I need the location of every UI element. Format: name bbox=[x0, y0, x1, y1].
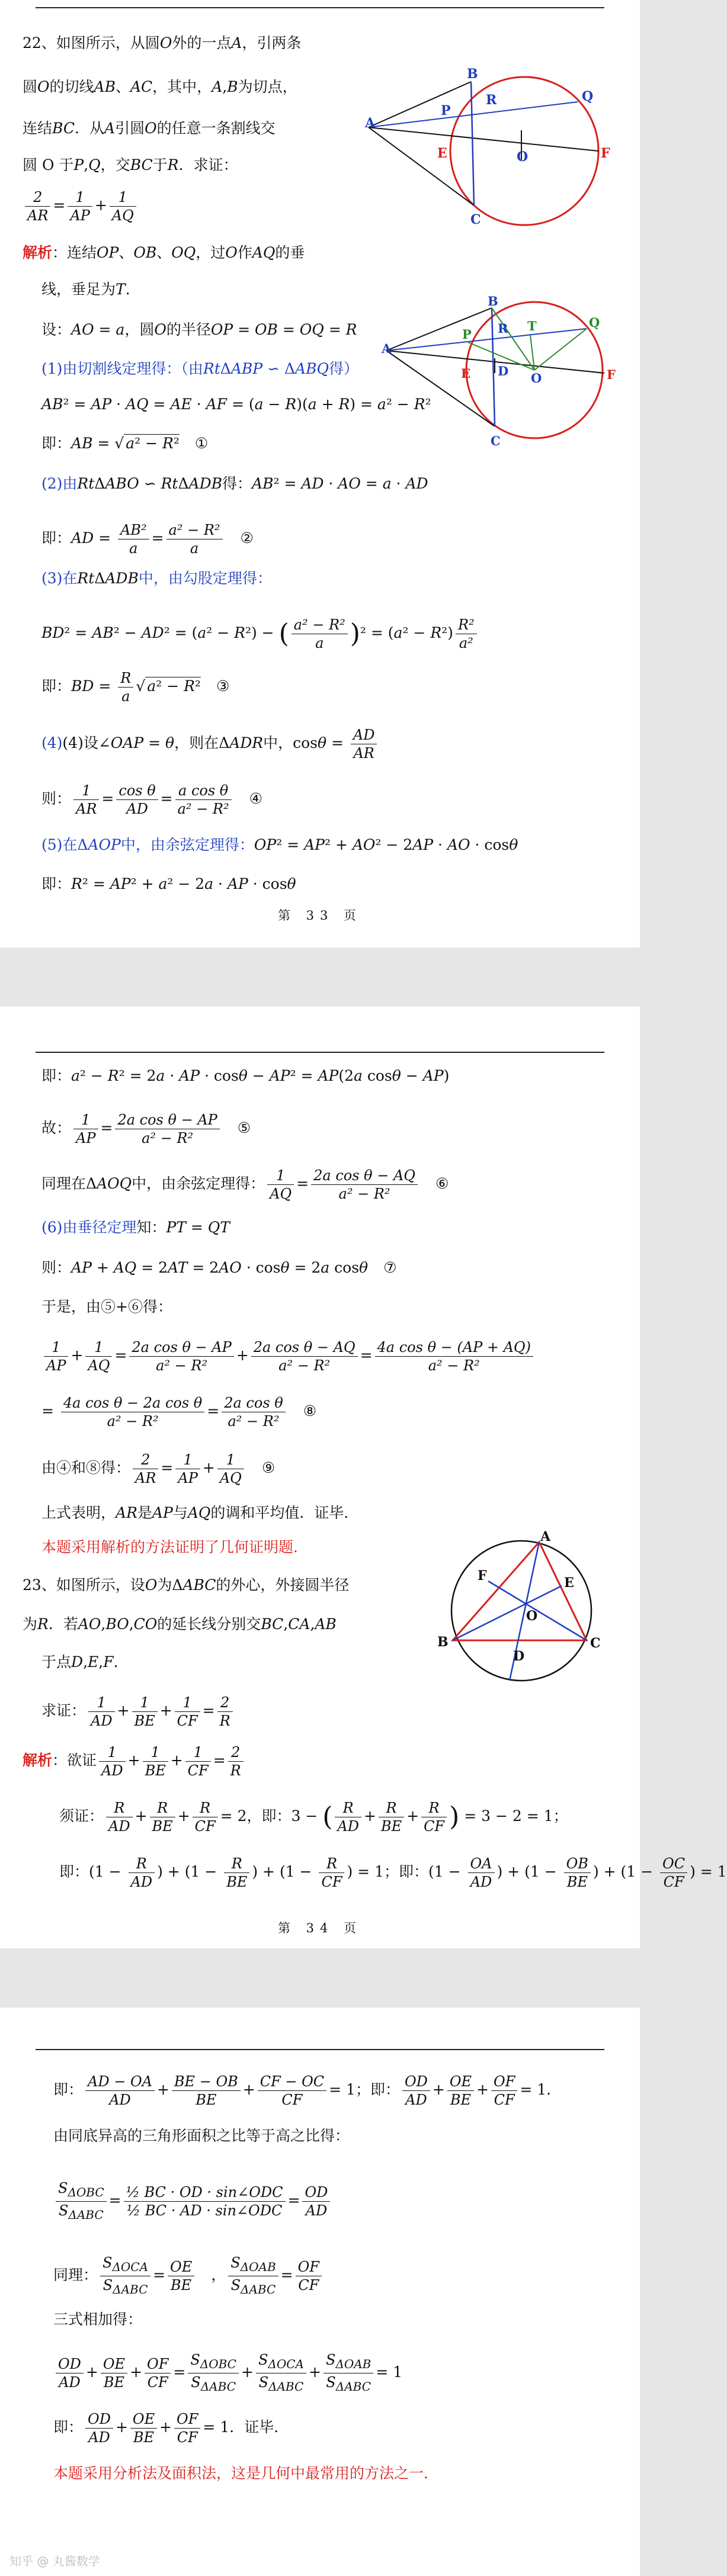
step-6-heading: (6)由垂径定理知：PT = QT bbox=[41, 1219, 230, 1236]
problem-22-line-3: 连结BC．从A引圆O的任意一条割线交 bbox=[23, 120, 276, 137]
final-result: 即： $\frac{OD}{AD}$ + $\frac{OE}{BE}$ + $\frac{OF}{CF}$ = 1．证毕． bbox=[53, 2411, 289, 2446]
fig2-label-p: P bbox=[462, 327, 472, 342]
problem-22-line-1: 22、如图所示，从圆O外的一点A，引两条 bbox=[23, 34, 302, 52]
solution-22-intro: 解析：连结OP、OB、OQ，过O作AQ的垂 bbox=[23, 244, 305, 261]
figure-22-tangent-secant bbox=[361, 65, 622, 231]
fig2-label-b: B bbox=[488, 294, 498, 309]
fig1-label-a: A bbox=[365, 115, 376, 131]
problem-22-claim: $\frac{2}{AR}$ = $\frac{1}{AP}$ + $\frac{1}{AQ}$ bbox=[23, 188, 139, 224]
fig3-label-c: C bbox=[590, 1636, 601, 1651]
eq-area-ratio: $\frac{S_{\Delta OBC}}{S_{\Delta ABC}}$ = $\frac{\text{½ BC · OD · sin∠ODC}}{\text{½ BC · AD · sin∠ODC}}$ = $\frac{OD}{AD}$ bbox=[53, 2179, 332, 2224]
fig1-label-r: R bbox=[486, 92, 497, 108]
fig3-label-e: E bbox=[564, 1575, 574, 1591]
conclusion-22: 上式表明，AR是AP与AQ的调和平均值．证毕． bbox=[41, 1504, 359, 1521]
fig2-label-q: Q bbox=[589, 315, 600, 330]
fig1-label-o: O bbox=[517, 149, 529, 165]
step-3-eq: BD² = AB² − AD² = (a² − R²) − ( $\frac{\text{a² − R²}}{a}$ )² = (a² − R²) $\frac{\text{R²}}{\text{a²}}$ bbox=[41, 616, 479, 652]
eq-similar: 同理： $\frac{S_{\Delta OCA}}{S_{\Delta ABC}}$ = $\frac{OE}{BE}$ ， $\frac{S_{\Delta OAB}}{S_{\Delta ABC}}$ = $\frac{OF}{CF}$ bbox=[53, 2254, 324, 2298]
line-aof bbox=[369, 127, 598, 151]
step-4-result: 则： $\frac{1}{AR}$ = $\frac{\text{cos θ}}{AD}$ = $\frac{\text{a cos θ}}{\text{a² − R²}}$ ④ bbox=[41, 782, 263, 817]
fig2-label-r: R bbox=[498, 321, 508, 336]
tangent-ab-2 bbox=[386, 308, 492, 351]
step-1-heading: (1)由切割线定理得：（由RtΔABP ∽ ΔABQ得） bbox=[41, 360, 358, 377]
figure-23-circumcircle bbox=[427, 1529, 604, 1694]
fig3-label-o: O bbox=[526, 1608, 538, 1624]
problem-23-line-2: 为R．若AO,BO,CO的延长线分别交BC,CA,AB bbox=[23, 1615, 337, 1633]
fig2-label-a: A bbox=[382, 341, 392, 356]
fig3-label-d: D bbox=[513, 1649, 525, 1664]
fig2-label-e: E bbox=[461, 366, 471, 381]
eq-sum-three: $\frac{OD}{AD}$ + $\frac{OE}{BE}$ + $\frac{OF}{CF}$ = $\frac{S_{\Delta OBC}}{S_{\Delta ABC}}$ + $\frac{S_{\Delta OCA}}{S_{\Delta ABC}}$ + $\frac{S_{\Delta OAB}}{S_{\Delta ABC}}$ = 1 bbox=[53, 2351, 402, 2395]
sum-three-intro: 三式相加得： bbox=[53, 2311, 143, 2328]
need-to-show: 须证： $\frac{R}{AD}$ + $\frac{R}{BE}$ + $\frac{R}{CF}$ = 2，即：3 − ( $\frac{R}{AD}$ + $\frac{R}{BE}$ + $\frac{R}{CF}$ ) = 3 − 2 = 1； bbox=[59, 1800, 568, 1835]
problem-23-line-1: 23、如图所示，设O为ΔABC的外心，外接圆半径 bbox=[23, 1576, 350, 1594]
step-2-result: 即：AD = $\frac{\text{AB²}}{a}$ = $\frac{\text{a² − R²}}{a}$ ② bbox=[41, 522, 254, 557]
problem-22-line-4: 圆 O 于P,Q，交BC于R．求证： bbox=[23, 156, 238, 174]
fig2-label-c: C bbox=[491, 433, 501, 448]
problem-23-claim: 求证： $\frac{1}{AD}$ + $\frac{1}{BE}$ + $\frac{1}{CF}$ = $\frac{2}{R}$ bbox=[41, 1694, 235, 1730]
page-33 bbox=[0, 0, 640, 947]
top-rule-3 bbox=[36, 2049, 604, 2050]
problem-22-line-2: 圆O的切线AB、AC，其中，A,B为切点， bbox=[23, 78, 297, 95]
step-3-result: 即：BD = $\frac{R}{a}$ √ a² − R² ③ bbox=[41, 670, 230, 705]
tangent-ab bbox=[369, 82, 471, 127]
equivalent-form: 即：(1 − $\frac{R}{AD}$ ) + (1 − $\frac{R}{BE}$ ) + (1 − $\frac{R}{CF}$ ) = 1；即：(1 − $\frac{OA}{AD}$ ) + (1 − $\frac{OB}{BE}$ ) + (1 − $\frac{OC}{CF}$ ) = 1 bbox=[59, 1855, 727, 1890]
secant-apq bbox=[369, 102, 578, 127]
top-rule bbox=[36, 7, 604, 8]
step-1-result: 即：AB = √ a² − R² ① bbox=[41, 435, 209, 452]
fig2-label-d: D bbox=[498, 364, 509, 378]
tangent-ac bbox=[369, 127, 474, 205]
step-4-heading: (4)(4)设∠OAP = θ，则在ΔADR中，cosθ = $\frac{AD}{AR}$ bbox=[41, 726, 379, 762]
solution-23-intro: 解析：欲证 $\frac{1}{AD}$ + $\frac{1}{BE}$ + $\frac{1}{CF}$ = $\frac{2}{R}$ bbox=[23, 1743, 246, 1780]
cevian-be bbox=[453, 1586, 562, 1640]
step-5-heading: (5)在ΔAOP中，由余弦定理得：OP² = AP² + AO² − 2AP · AO · cosθ bbox=[41, 836, 518, 853]
eq-a2-r2: 即：a² − R² = 2a · AP · cosθ − AP² = AP(2a cosθ − AP) bbox=[41, 1067, 450, 1084]
fig1-label-c: C bbox=[470, 212, 481, 227]
fig3-label-f: F bbox=[478, 1568, 487, 1583]
fig1-label-q: Q bbox=[582, 89, 594, 104]
top-rule-2 bbox=[36, 1052, 604, 1053]
step-2-heading: (2)由RtΔABO ∽ RtΔADB得：AB² = AD · AO = a · AD bbox=[41, 475, 428, 492]
page-34 bbox=[0, 1007, 727, 1948]
eq-eight: = $\frac{\text{4a cos θ − 2a cos θ}}{\text{a² − R²}}$ = $\frac{\text{2a cos θ}}{\text{a² − R²}}$ ⑧ bbox=[41, 1395, 317, 1430]
fig1-label-f: F bbox=[601, 146, 610, 161]
setup-line: 设：AO = a，圆O的半径OP = OB = OQ = R bbox=[41, 321, 357, 338]
fig1-label-b: B bbox=[467, 66, 478, 82]
page-number-33: 第 33 页 bbox=[277, 908, 363, 923]
segment-oq bbox=[534, 329, 587, 370]
fig2-label-t: T bbox=[527, 319, 537, 333]
fig1-label-e: E bbox=[437, 146, 447, 161]
figure-22-solution bbox=[379, 296, 622, 450]
eq-six: 同理在ΔAOQ中，由余弦定理得： $\frac{1}{AQ}$ = $\frac{\text{2a cos θ − AQ}}{\text{a² − R²}}$ ⑥ bbox=[41, 1167, 449, 1202]
eq-five: 故： $\frac{1}{AP}$ = $\frac{\text{2a cos θ − AP}}{\text{a² − R²}}$ ⑤ bbox=[41, 1112, 251, 1146]
page-number-34: 第 34 页 bbox=[277, 1921, 363, 1935]
solution-22-intro-2: 线，垂足为T． bbox=[41, 281, 140, 298]
fig1-label-p: P bbox=[441, 103, 451, 118]
sum-intro: 于是，由⑤+⑥得： bbox=[41, 1298, 172, 1315]
secant-apq-2 bbox=[386, 329, 587, 351]
eq-od-sum: 即： $\frac{AD - OA}{AD}$ + $\frac{BE - OB}{BE}$ + $\frac{CF - OC}{CF}$ = 1；即： $\frac{OD}{AD}$ + $\frac{OE}{BE}$ + $\frac{OF}{CF}$ = 1． bbox=[53, 2073, 562, 2108]
remark-23: 本题采用分析法及面积法，这是几何中最常用的方法之一． bbox=[53, 2465, 439, 2482]
page-35 bbox=[0, 2008, 640, 2576]
area-ratio-intro: 由同底异高的三角形面积之比等于高之比得： bbox=[53, 2127, 350, 2144]
chord-bc bbox=[471, 82, 474, 205]
fig3-label-a: A bbox=[540, 1529, 551, 1544]
watermark: 知乎 @ 丸酱数学 bbox=[9, 2554, 100, 2568]
step-1-eq: AB² = AP · AQ = AE · AF = (a − R)(a + R) = a² − R² bbox=[41, 396, 431, 413]
eq-seven: 则：AP + AQ = 2AT = 2AO · cosθ = 2a cosθ ⑦ bbox=[41, 1259, 397, 1276]
step-3-heading: (3)在RtΔADB中，由勾股定理得： bbox=[41, 570, 272, 587]
tangent-ac-2 bbox=[386, 351, 495, 426]
fig3-label-b: B bbox=[437, 1634, 449, 1650]
eq-sum: $\frac{1}{AP}$ + $\frac{1}{AQ}$ = $\frac{\text{2a cos θ − AP}}{\text{a² − R²}}$ + $\frac{\text{2a cos θ − AQ}}{\text{a² − R²}}$ = $\frac{\text{4a cos θ − (AP + AQ)}}{\text{a² − R²}}$ bbox=[41, 1338, 536, 1374]
remark-22: 本题采用解析的方法证明了几何证明题． bbox=[41, 1538, 309, 1556]
step-5-result: 即：R² = AP² + a² − 2a · AP · cosθ bbox=[41, 875, 296, 892]
fig2-label-f: F bbox=[607, 367, 616, 382]
eq-nine: 由④和⑧得： $\frac{2}{AR}$ = $\frac{1}{AP}$ + $\frac{1}{AQ}$ ⑨ bbox=[41, 1451, 276, 1486]
problem-23-line-3: 于点D,E,F． bbox=[41, 1653, 129, 1671]
fig2-label-o: O bbox=[531, 371, 542, 386]
